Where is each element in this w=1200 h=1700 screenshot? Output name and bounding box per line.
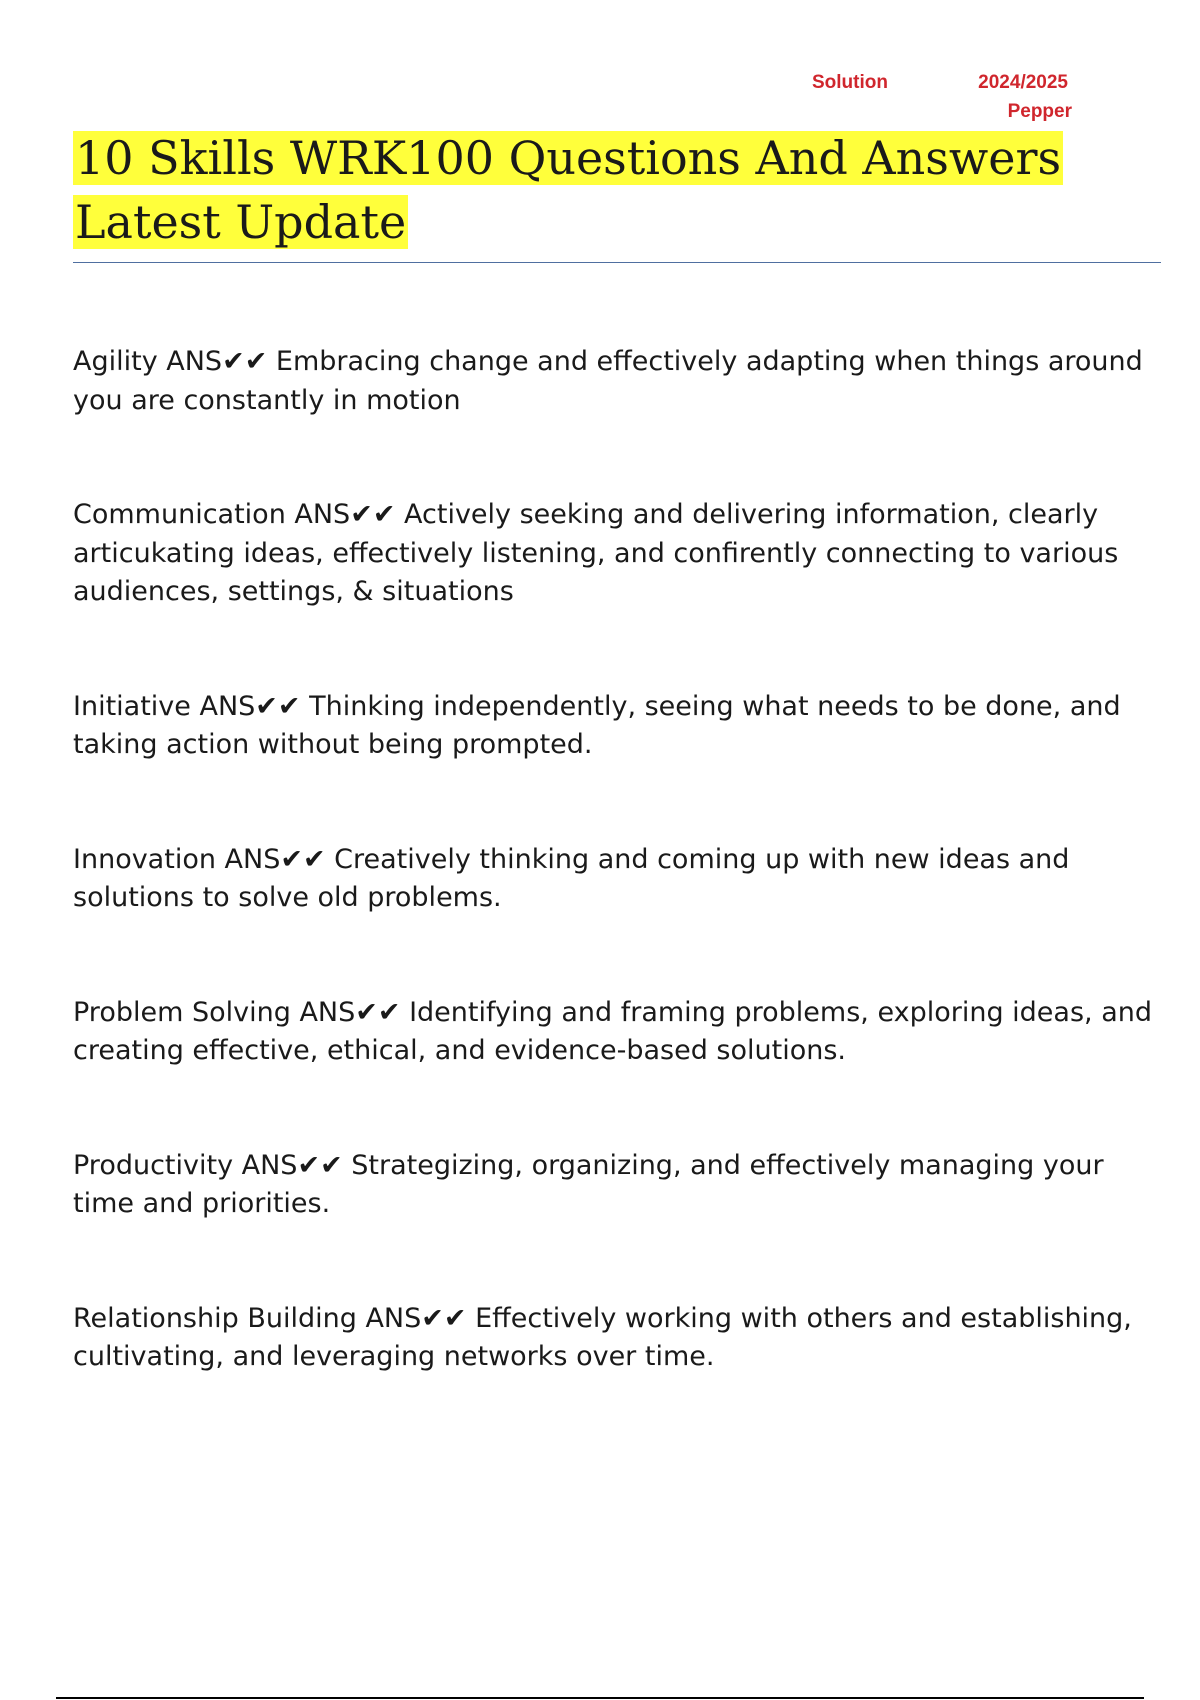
header-meta [812, 72, 1072, 132]
solution-label: Solution [812, 72, 888, 93]
qa-item-initiative: Initiative ANS✔✔ Thinking independently, seeing what needs to be done, and taking action without being prompted. [73, 690, 1121, 760]
title-line-1: 10 Skills WRK100 Questions And Answers [75, 131, 1062, 185]
qa-item-productivity: Productivity ANS✔✔ Strategizing, organizing, and effectively managing your time and priorities. [73, 1149, 1104, 1219]
qa-item-innovation: Innovation ANS✔✔ Creatively thinking and coming up with new ideas and solutions to solve old problems. [73, 843, 1070, 913]
title-line-2: Latest Update [75, 195, 407, 249]
qa-item-communication: Communication ANS✔✔ Actively seeking and delivering information, clearly articukating ideas, effectively listening, and confirently connecting to various audiences, settings, & situations [73, 499, 1119, 607]
year-label: 2024/2025 [978, 72, 1068, 93]
qa-list [73, 343, 1163, 1453]
qa-item-problem-solving: Problem Solving ANS✔✔ Identifying and framing problems, exploring ideas, and creating effective, ethical, and evidence-based solutions. [73, 996, 1152, 1066]
footer-divider [56, 1697, 1144, 1699]
qa-item-relationship-building: Relationship Building ANS✔✔ Effectively working with others and establishing, cultivating, and leveraging networks over time. [73, 1302, 1132, 1372]
author-label: Pepper [1007, 101, 1072, 122]
page-title [73, 126, 1161, 254]
qa-item-agility: Agility ANS✔✔ Embracing change and effectively adapting when things around you are constantly in motion [73, 346, 1143, 416]
title-block [73, 126, 1161, 263]
